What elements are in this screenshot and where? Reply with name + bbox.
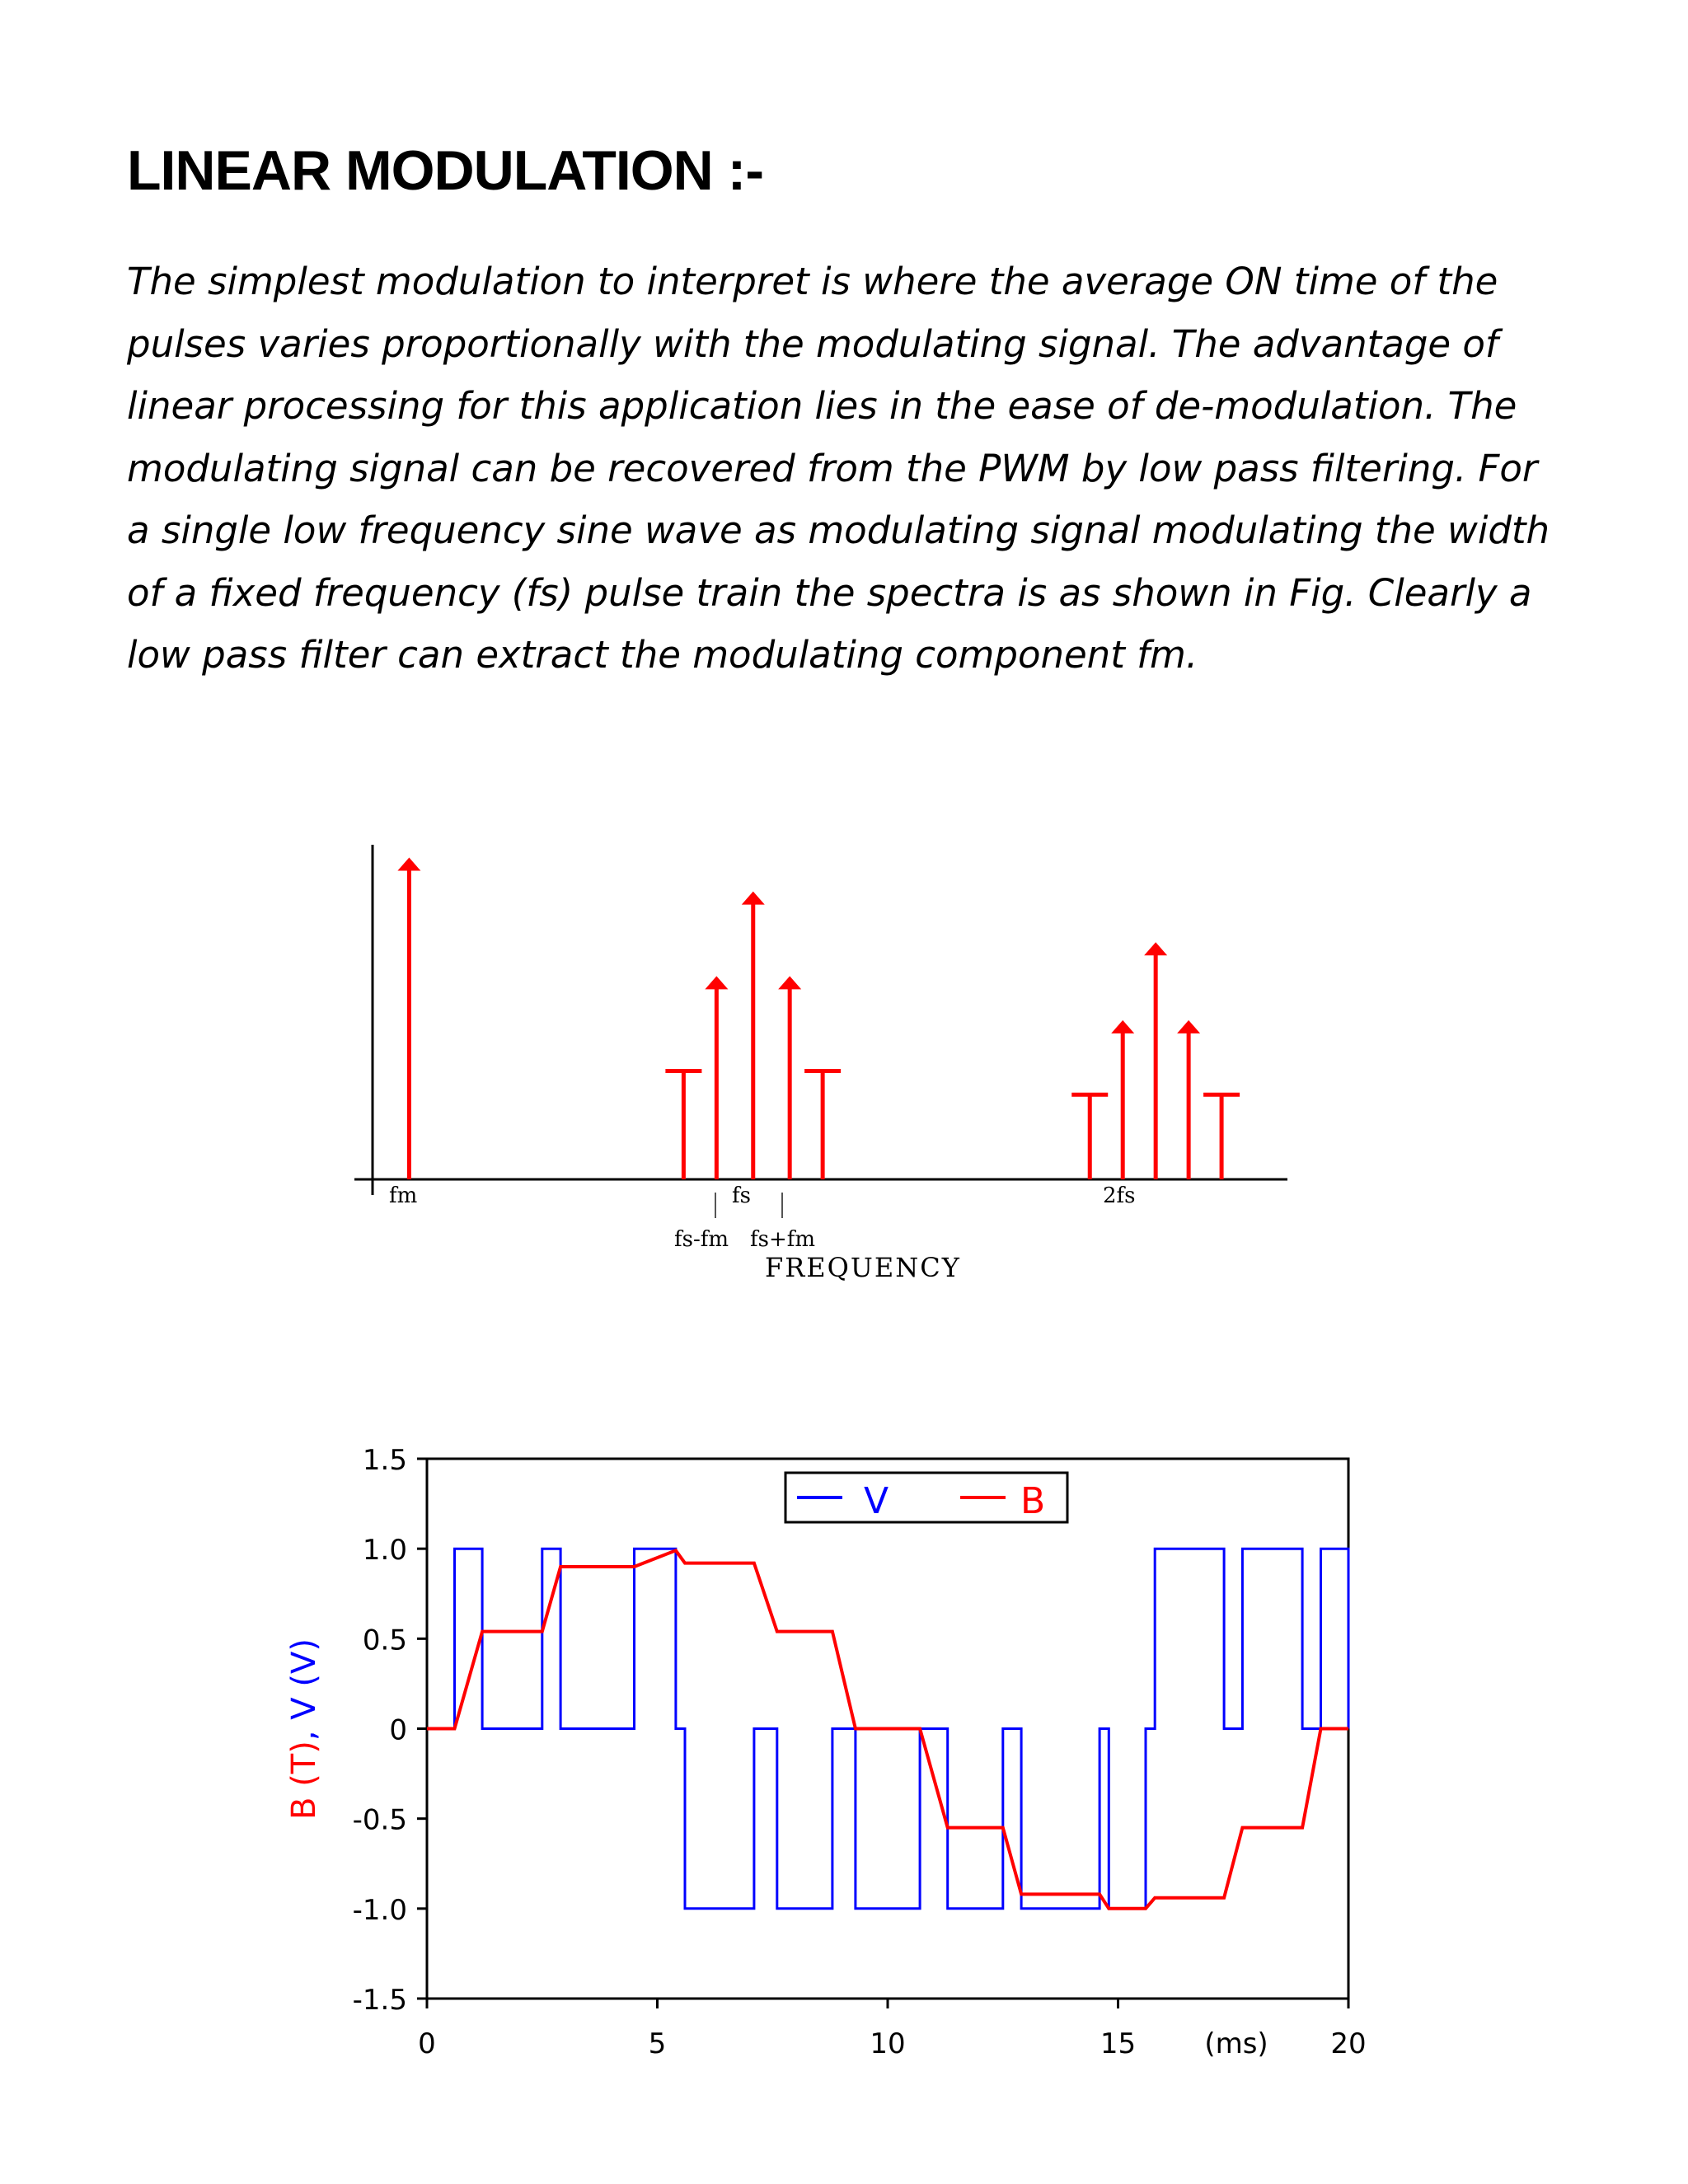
y-tick-label: 1.5 [362,1444,407,1477]
y-axis-label [285,1638,323,1820]
y-label-b: B (T) [285,1741,323,1820]
series-group [427,1549,1348,1909]
y-tick-label: -0.5 [352,1803,407,1837]
y-tick-label: -1.5 [352,1984,407,2017]
tick-label-fs-minus-fm: fs-fm [674,1227,729,1252]
x-tick-label: 5 [648,2027,667,2060]
y-tick-label: 0.5 [362,1624,407,1657]
y-label-sep: , [285,1719,323,1741]
y-tick-label: 1.0 [362,1534,407,1568]
paragraph-line: of a fixed frequency (fs) pulse train the spectra is as shown in Fig. Clearly a [127,570,1532,615]
y-ticks [353,1444,427,2017]
y-tick-label: 0 [389,1713,407,1747]
y-label-v: V (V) [285,1638,323,1720]
tick-label-fm: fm [389,1183,418,1208]
paragraph-line: low pass filter can extract the modulating component fm. [127,633,1198,677]
tick-label-fs: fs [732,1183,751,1208]
legend [785,1473,1067,1522]
x-tick-label: 10 [870,2027,906,2060]
tick-label-fs-plus-fm: fs+fm [750,1227,816,1252]
page-title: LINEAR MODULATION :- [127,139,763,202]
x-tick-label: 20 [1330,2027,1367,2060]
legend-label-b: B [1020,1480,1046,1522]
x-unit-label: (ms) [1204,2027,1268,2060]
paragraph-line: a single low frequency sine wave as modulating signal modulating the width [127,509,1550,552]
paragraph-line: pulses varies proportionally with the modulating signal. The advantage of [127,321,1498,366]
paragraph-line: modulating signal can be recovered from the PWM by low pass filtering. For [127,446,1538,490]
x-axis-label: FREQUENCY [765,1252,961,1283]
legend-label-v: V [864,1480,889,1522]
paragraph-line: linear processing for this application lies in the ease of de-modulation. The [127,384,1517,428]
x-tick-label: 0 [418,2027,436,2060]
y-tick-label: -1.0 [352,1893,407,1927]
paragraph-line: The simplest modulation to interpret is where the average ON time of the [127,260,1498,303]
tick-label-2fs: 2fs [1103,1183,1136,1208]
x-tick-label: 15 [1100,2027,1137,2060]
